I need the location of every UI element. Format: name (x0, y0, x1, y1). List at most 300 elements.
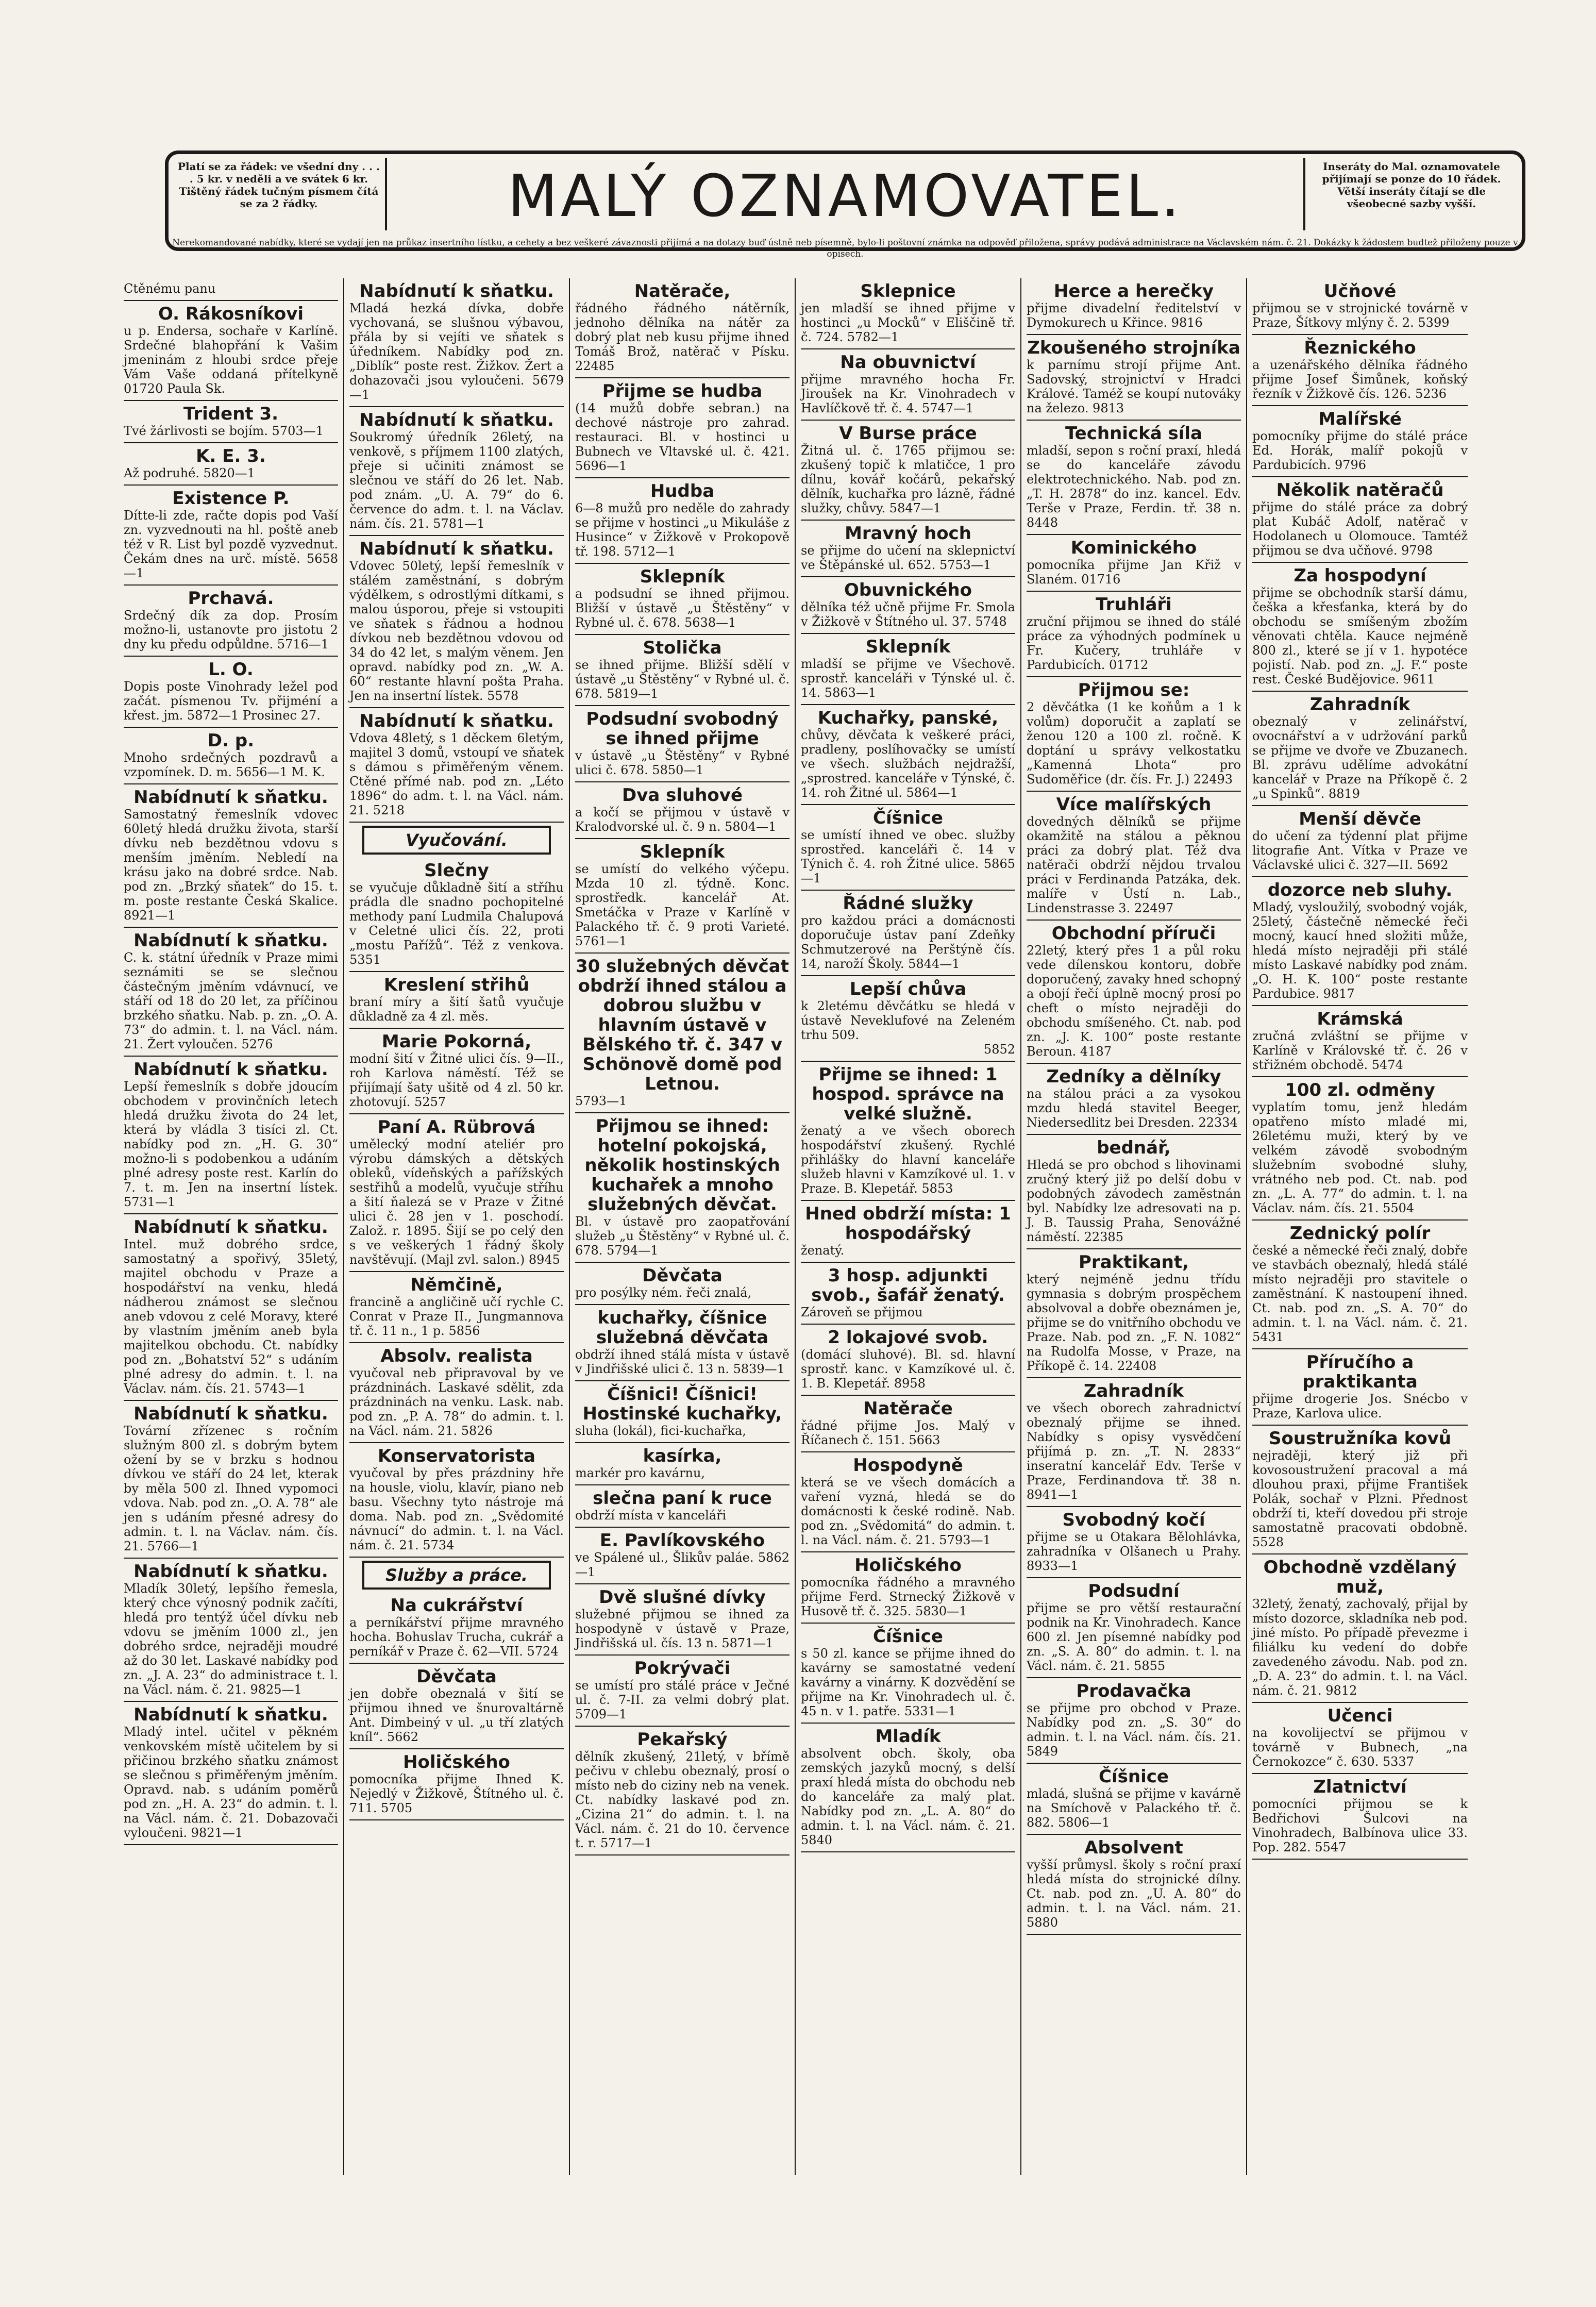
column-2 (344, 278, 570, 2175)
ad-body: přijme do stálé práce za dobrý plat Kubáč Adolf, natěrač v Hodolanech u Olomouce. Tamtéž přijmou se dva učňové. 9798 (1252, 500, 1468, 558)
ad-body: mladá, slušná se přijme v kavárně na Smíchově v Palackého tř. č. 882. 5806—1 (1027, 1786, 1241, 1830)
column-5 (1021, 278, 1247, 2175)
classified-ad (124, 784, 338, 928)
ad-title: K. E. 3. (196, 446, 266, 466)
ad-body: chůvy, děvčata k veškeré práci, pradleny, poslíhovačky se umístí ve všech. službách nejdražší, „sprostred. kanceláře v Týnské, č. 14. roh Žitné ul. 5864—1 (801, 728, 1015, 800)
ad-title: Herce a herečky (1053, 281, 1214, 302)
ad-body: se umístí ihned ve obec. služby sprostřed. kanceláři č. 14 v Týnich č. 4. roh Žitné ulice. 5865—1 (801, 828, 1015, 885)
classified-ad (1027, 1678, 1241, 1764)
ad-title: Soustružníka kovů (1269, 1428, 1451, 1449)
ad-title: Absolvent (1084, 1837, 1183, 1858)
ad-title: Absolv. realista (380, 1346, 533, 1366)
ad-body: 2 děvčátka (1 ke koňům a 1 k volům) doporučit a zaplatí se ženou 120 a 100 zl. ročně. K doptání u správy velkostatku „Kamenná Lhota“ pro Sudoměřice (dr. čís. Fr. J.) 22493 (1027, 700, 1241, 787)
ad-body: k parnímu strojí přijme Ant. Sadovský, strojnictví v Hradci Králové. Taméž se koupí nutováky na železo. 9813 (1027, 358, 1241, 415)
ad-body: přijme se pro větší restaurační podnik na Kr. Vinohradech. Kance 600 zl. Jen písemné nabídky pod zn. „S. A. 80“ do admin. t. l. na Václ. nám. č. 21. 5855 (1027, 1601, 1241, 1673)
classified-ad (575, 782, 789, 839)
ad-title: Malířské (1318, 409, 1402, 429)
ad-body: Tovární zřízenec s ročním služným 800 zl. s dobrým bytem ožení by se v brzku s hodnou dívkou ve stáří do 24 let, kterak by měla 500 zl. Ihned vypomoci vdova. Nab. pod zn. „O. A. 78“ ale jen s udáním přesné adresy do admin. t. l. na Václav. nám. čís. 21. 5766—1 (124, 1424, 338, 1553)
ad-body: vyšší průmysl. školy s roční praxí hledá místa do strojnické dílny. Ct. nab. pod zn. „U. A. 80“ do admin. t. l. na Václ. nám. 21. 5880 (1027, 1858, 1241, 1930)
classified-ad (801, 1452, 1015, 1552)
classified-ad (1027, 1578, 1241, 1678)
ad-body: dělníka též učně přijme Fr. Smola v Žižkově v Štítného ul. 37. 5748 (801, 600, 1015, 629)
classified-ad (124, 586, 338, 657)
classified-ad (575, 839, 789, 954)
ad-title: 3 hosp. adjunkti svob., šafář ženatý. (811, 1265, 1005, 1306)
ad-title: Na obuvnictví (840, 352, 976, 373)
ad-title: Sklepník (865, 637, 951, 657)
classified-ad (801, 634, 1015, 705)
ad-body: se přijme pro obchod v Praze. Nabídky pod zn. „S. 30“ do admin. t. l. na Václ. nám. čís. 21. 5849 (1027, 1701, 1241, 1759)
classified-ad (349, 1029, 564, 1114)
ad-title: Číšnice (873, 1626, 943, 1647)
ad-body: jen mladší se ihned přijme v hostinci „u Mocků“ v Eliščině tř. č. 724. 5782—1 (801, 301, 1015, 344)
ad-body: u p. Endersa, sochaře v Karlíně. Srdečné blahopřání k Vašim jmeninám z hloubi srdce přeje Vám Vaše oddaná přítelkyně 01720 Paula Sk. (124, 324, 338, 396)
page-title: MALÝ OZNAMOVATEL. (508, 163, 1183, 230)
classified-ad (349, 1664, 564, 1749)
ad-title: Hospodyně (853, 1455, 963, 1476)
ad-title: Řádné služky (843, 893, 973, 914)
classified-ad (349, 1749, 564, 1820)
classified-columns (119, 278, 1474, 2175)
ad-body: a podsudní se ihned přijmou. Bližší v ústavě „u Štěstěny“ v Rybné ul. č. 678. 5638—1 (575, 587, 789, 630)
classified-ad (1027, 421, 1241, 535)
ad-title: Holičského (403, 1752, 510, 1773)
classified-ad (1252, 1221, 1468, 1349)
ad-body: Tvé žárlivosti se bojím. 5703—1 (124, 424, 324, 438)
ad-body: řádné přijme Jos. Malý v Říčanech č. 151. 5663 (801, 1418, 1015, 1447)
column-3 (570, 278, 796, 2175)
ad-title: Pekařský (637, 1729, 728, 1750)
ad-title: Lepší chůva (849, 979, 967, 999)
ad-title: Kreslení střihů (383, 975, 530, 995)
ad-title: Mravný hoch (845, 523, 971, 544)
classified-ad (801, 1624, 1015, 1724)
ad-title: Zednický polír (1289, 1223, 1431, 1244)
ad-body: absolvent obch. školy, oba zemských jazyků mocný, s delší praxí hledá místa do obchodu neb do kanceláře za malý plat. Nabídky pod zn. „L. A. 80“ do admin. t. l. na Václ. nám. č. 21. 5840 (801, 1746, 1015, 1847)
ad-title: Obchodně vzdělaný muž, (1263, 1557, 1457, 1597)
classified-ad (124, 1401, 338, 1559)
ad-title: Číšnici! Číšnici! Hostinské kuchařky, (582, 1384, 782, 1424)
classified-ad (575, 1528, 789, 1584)
ad-body: Mladík 30letý, lepšího řemesla, který chce výnosný podnik začíti, hledá pro tentýž účel dívku neb vdovu se jměním 1000 zl., jen dobrého srdce, nejraději moudré až do 30 let. Laskavé nabídky pod zn. „J. A. 23“ do administrace t. l. na Václ. nám. č. 21. 9825—1 (124, 1581, 338, 1697)
ad-body: Hledá se pro obchod s lihovinami zručný který již po delší dobu v podobných závodech zaměstnán byl. Nabídky lze adresovati na p. J. B. Taussig Praha, Senovážné náměstí. 22385 (1027, 1158, 1241, 1244)
ad-title: Praktikant, (1078, 1252, 1189, 1273)
ad-title: kasírka, (643, 1446, 722, 1466)
classified-ad (124, 401, 338, 443)
classified-ad (801, 577, 1015, 634)
ad-body: C. k. státní úředník v Praze mimi seznámiti se se slečnou částečným jměním vdávnucí, ve stáří od 18 do 20 let, za příčinou brzkého sňatku. Nab. p. zn. „O. A. 73“ do admin. t. l. na Václ. nám. 21. Žert vyloučen. 5276 (124, 950, 338, 1051)
ad-body: Intel. muž dobrého srdce, samostatný a spořivý, 35letý, majitel obchodu v Praze a hospodářství na venku, hledá nádherou známost se slečnou aneb vdovou z celé Moravy, které by vlastním jměním aneb byla majitelkou obchodu. Ct. nabídky pod zn. „Bohatství 52“ s udáním plné adresy do admin. t. l. na Václav. nám. čís. 21. 5743—1 (124, 1237, 338, 1396)
ad-title: 100 zl. odměny (1285, 1080, 1435, 1100)
ad-title: Technická síla (1065, 423, 1202, 444)
ad-body: ve Spálené ul., Šlikův paláe. 5862—1 (575, 1550, 789, 1579)
ad-body: který nejméně jednu třídu gymnasia s dobrým prospěchem absolvoval a dobře obeznámen je, přijme se do vnitřního obchodu ve Praze. Nab. pod zn. „F. N. 1082“ na Rudolfa Mosse, v Praze, na Příkopě č. 14. 22408 (1027, 1272, 1241, 1373)
classified-ad (575, 1656, 789, 1727)
ad-body: pomocníky přijme do stálé práce Ed. Horák, malíř pokojů v Pardubicích. 9796 (1252, 429, 1468, 472)
ad-body: přijme mravného hocha Fr. Jiroušek na Kr. Vinohradech v Havlíčkově tř. č. 4. 5747—1 (801, 372, 1015, 415)
column-1 (119, 278, 344, 2175)
ad-body: služebné přijmou se ihned za hospodyně v ústavě v Praze, Jindřišská ul. čís. 13 n. 5871—1 (575, 1607, 789, 1650)
ad-body: pro posýlky ném. řeči znalá, (575, 1285, 752, 1300)
ad-body: se přijme do učení na sklepnictví ve Štěpánské ul. 652. 5753—1 (801, 543, 1015, 572)
classified-ad (349, 407, 564, 536)
ad-body: přijme se obchodník starší dámu, češka a křesťanka, která by do obchodu se smíšeným zbožím věnovati chtěla. Kauce nejméně 800 zl., které se jí v 1. hypotéce pojistí. Nab. pod zn. „J. F.“ poste rest. České Budějovice. 9611 (1252, 586, 1468, 687)
classified-ad (801, 421, 1015, 521)
ad-title: dozorce neb sluhy. (1267, 880, 1453, 900)
classified-ad (349, 1443, 564, 1558)
ad-title: Hudba (650, 481, 715, 501)
ad-body: modní šití v Žitné ulici čís. 9—II., roh Karlova náměstí. Též se přijímají šaty ušitě od 4 zl. 50 kr. zhotovují. 5257 (349, 1051, 564, 1109)
ad-body: pomocníci přijmou se k Bedřichovi Šulcovi na Vinohradech, Balbínova ulice 33. Pop. 282. 5547 (1252, 1797, 1468, 1854)
ad-body: zručná zvláštní se přijme v Karlíně v Královské tř. č. 26 v střižném obchodě. 5474 (1252, 1029, 1468, 1072)
ad-body: pomocníka přijme Ihned K. Nejedlý v Žižkově, Štítného ul. č. 711. 5705 (349, 1772, 564, 1815)
ad-title: Existence P. (172, 488, 290, 509)
ad-body: a kočí se přijmou v ústavě v Kralodvorské ul. č. 9 n. 5804—1 (575, 805, 789, 834)
ad-body: Mladý intel. učitel v pěkném venkovském místě učitelem by si přičinou brzkého sňatku známost se slečnou s přiměřeným jměním. Opravd. nab. s udáním poměrů pod zn. „H. A. 23“ do admin. t. l. na Václ. nám. č. 21. Dobazovači vyloučeni. 9821—1 (124, 1725, 338, 1840)
ad-title: Truhláři (1096, 594, 1172, 615)
ad-title: Několik natěračů (1276, 480, 1444, 500)
classified-ad (1252, 1774, 1468, 1860)
classified-ad (124, 1559, 338, 1702)
ad-title: Nabídnutí k sňatku. (359, 711, 554, 731)
classified-ad (1252, 477, 1468, 563)
classified-ad (124, 486, 338, 586)
classified-ad (575, 1381, 789, 1443)
classified-ad (801, 1325, 1015, 1396)
classified-ad (575, 278, 789, 378)
ad-body: na kovolijectví se přijmou v továrně v Bubnech, „na Černokozce“ č. 630. 5337 (1252, 1726, 1468, 1769)
ad-body: nejraději, který již při kovosoustružení pracoval a má dlouhou praxi, přijme František Polák, sochař v Plzni. Přednost obdrží ti, kteří dovedou při stroje samostatně pracovati obdobně. 5528 (1252, 1448, 1468, 1549)
ad-title: L. O. (208, 659, 254, 680)
classified-ad (575, 1727, 789, 1855)
classified-ad (1027, 1378, 1241, 1507)
ad-title: Učenci (1327, 1706, 1393, 1726)
ad-body: Dítte-li zde, račte dopis pod Vaší zn. vyzvednouti na hl. poště aneb též v R. List byl pozdě vyzvednut. Čekám dnes na urč. místě. 5658—1 (124, 508, 338, 580)
header-divider-right (1303, 158, 1305, 230)
ad-title: Přijmou se ihned: hotelní pokojská, několik hostinských kuchařek a mnoho služebných děvčat. (584, 1116, 780, 1215)
ad-body: markér pro kavárnu, (575, 1466, 705, 1480)
ad-body: řádného řádného nátěrník, jednoho dělníka na nátěr za dobrý plat neb kusu přijme ihned Tomáš Brož, natěrač v Písku. 22485 (575, 301, 789, 373)
classified-ad (575, 478, 789, 564)
classified-ad (124, 928, 338, 1057)
classified-ad (1027, 1064, 1241, 1135)
ad-body: Srdečný dík za dop. Prosím možno-li, ustanovte pro jistotu 2 dny ku předu odpůldne. 5716—1 (124, 608, 338, 651)
ad-body: Žitná ul. č. 1765 přijmou se: zkušený topič k mlatičce, 1 pro dílnu, kovář kočárů, pekařský dělník, kuchařka pro lázně, řádné služky, chůvy. 5847—1 (801, 443, 1015, 515)
ad-title: D. p. (207, 730, 255, 751)
ad-body: přijmou se v strojnické továrně v Praze, Šítkovy mlýny č. 2. 5399 (1252, 301, 1468, 330)
classified-ad (1252, 1554, 1468, 1703)
classified-ad (1252, 1349, 1468, 1426)
classified-ad (801, 1263, 1015, 1325)
ad-title: Obuvnického (844, 580, 972, 600)
ad-body: vyučoval neb připravoval by ve prázdninách. Laskavé sdělit, zda prázdninách na venku. Lask. nab. pod zn. „P. A. 78“ do admin. t. l. na Václ. nám. 21. 5826 (349, 1366, 564, 1438)
classified-ad (124, 657, 338, 728)
classified-ad (1027, 792, 1241, 921)
classified-ad (575, 1485, 789, 1528)
ad-title: Sklepník (640, 842, 725, 862)
ad-title: Konservatorista (378, 1446, 535, 1466)
ad-body: Bl. v ústavě pro zaopatřování služeb „u Štěstěny“ v Rybné ul. č. 678. 5794—1 (575, 1214, 789, 1258)
classified-ad (349, 1272, 564, 1343)
classified-ad (1252, 1703, 1468, 1774)
ad-title: Kominického (1070, 538, 1197, 558)
ad-title: Menší děvče (1299, 809, 1421, 829)
classified-ad (575, 954, 789, 1113)
ad-body: Dopis poste Vinohrady ležel pod začát. písmenou Tv. přijméní a křest. jm. 5872—1 Prosinec 27. (124, 679, 338, 723)
ad-title: Natěrače (863, 1398, 953, 1419)
ad-body: Vdovec 50letý, lepší řemeslník v stálém zaměstnání, s dobrým výdělkem, s odrostlými dítkami, s malou úsporou, přeje si vstoupiti ve sňatek s řádnou a hodnou dívkou neb bezdětnou vdovou od 34 do 42 let, s malým věnem. Jen opravd. nabídky pod zn. „W. A. 60“ restante hlavní pošta Praha. Jen na insertní lístek. 5578 (349, 559, 564, 703)
ad-title: Dva sluhové (621, 785, 743, 806)
classified-ad (801, 349, 1015, 421)
ad-title: Dvě slušné dívky (599, 1587, 766, 1608)
ad-title: Obchodní příruči (1051, 923, 1216, 944)
ad-body: s 50 zl. kance se přijme ihned do kavárny se samostatné vedení kavárny a vinárny. K dozvědění se přijme na Kr. Vinohradech ul. č. 45 n. v 1. patře. 5331—1 (801, 1646, 1015, 1718)
ad-body: jen dobře obeznalá v šití se přijmou ihned ve šnurovaltárně Ant. Dimbeiný v ul. „u tří zlatých kníl“. 5662 (349, 1686, 564, 1744)
ad-body: ženatý a ve všech oborech hospodářství zkušený. Rychlé přihlášky do hlavní kanceláře služeb hlavni v Kamzíkové ul. 1. v Praze. B. Klepetář. 5853 (801, 1124, 1015, 1196)
ad-title: Sklepnice (860, 281, 956, 302)
ad-body: umělecký modní ateliér pro výrobu dámských a dětských obleků, vídeňských a pařížských sestřihů a modelů, vyučuje stříhu a šití ňalezá se v Praze v Žitné ulici č. 28 jen v 1. poschodí. Založ. r. 1895. Šijí se po celý den s ve veškerých 1 řádný školy navštěvují. (Majl zvl. salon.) 8945 (349, 1137, 564, 1267)
ad-title: E. Pavlíkovského (599, 1530, 765, 1551)
ad-body: sluha (lokál), fici-kuchařka, (575, 1424, 746, 1438)
ad-body: Vdova 48letý, s 1 děckem 6letým, majitel 3 domů, vstoupí ve sňatek s dámou s přiměřeným věnem. Ctěné přímé nab. pod zn. „Léto 1896“ do adm. t. l. na Václ. nám. 21. 5218 (349, 731, 564, 817)
ad-title: Trident 3. (183, 404, 279, 424)
classified-ad (124, 278, 338, 301)
classified-ad (1252, 1426, 1468, 1554)
ad-body: francině a angličině učí rychle C. Conrat v Praze II., Jungmannova tř. č. 11 n., 1 p. 5856 (349, 1295, 564, 1338)
classified-ad (124, 1702, 338, 1845)
ad-title: bednář, (1097, 1138, 1171, 1158)
classified-ad (349, 1343, 564, 1443)
classified-ad (124, 728, 338, 784)
ad-title: Nabídnutí k sňatku. (133, 930, 328, 951)
classified-ad (349, 278, 564, 407)
classified-ad (1027, 677, 1241, 792)
classified-ad (1252, 335, 1468, 406)
classified-ad (1252, 877, 1468, 1006)
ad-body: ve všech oborech zahradnictví obeznalý přijme se ihned. Nabídky s opisy vysvědčení přijímá p. zn. „T. N. 2833“ inseratní kancelář Edv. Terše v Praze, Ferdinandova tř. 38 n. 8941—1 (1027, 1401, 1241, 1502)
ad-title: Krámská (1317, 1009, 1403, 1029)
ad-body: dělník zkušený, 21letý, v břímě pečivu v chlebu obeznalý, prosí o místo neb do ciziny neb na venek. Ct. nabídky laskavé pod zn. „Cizina 21“ do admin. t. l. na Václ. nám. č. 21 do 10. července t. r. 5717—1 (575, 1749, 789, 1850)
ad-body: 32letý, ženatý, zachovalý, přijal by místo dozorce, skladníka neb pod. jiné místo. Po případě převezme i filiálku ku vedení do dobře zavedeného závodu. Nab. pod zn. „D. A. 23“ do admin. t. l. na Václ. nám. č. 21. 9812 (1252, 1597, 1468, 1698)
ad-title: Přijme se ihned: 1 hospod. správce na velké služně. (812, 1064, 1004, 1124)
classified-ad (575, 1443, 789, 1485)
column-4 (796, 278, 1021, 2175)
classified-ad (801, 521, 1015, 577)
ad-body: na stálou práci a za vysokou mzdu hledá stavitel Beeger, Niedersedlitz bei Dresden. 22334 (1027, 1086, 1241, 1130)
ad-title: Natěrače, (634, 281, 731, 302)
classified-ad (801, 278, 1015, 349)
ad-title: Prodavačka (1076, 1681, 1191, 1701)
classified-ad (1252, 406, 1468, 477)
ad-title: Řeznického (1304, 338, 1416, 358)
ad-title: Nabídnutí k sňatku. (359, 539, 554, 559)
classified-ad (575, 1113, 789, 1263)
classified-ad (1027, 592, 1241, 677)
classified-ad (1252, 692, 1468, 806)
ad-title: Zahradník (1309, 694, 1410, 715)
ad-title: Děvčata (642, 1265, 723, 1286)
classified-ad (801, 1396, 1015, 1452)
ad-body: 6—8 mužů pro neděle do zahrady se přijme v hostinci „u Mikuláše z Husince“ v Žižkově v Prokopově tř. 198. 5712—1 (575, 501, 789, 559)
ad-body: mladší se přijme ve Všechově. sprostř. kanceláři v Týnské ul. č. 14. 5863—1 (801, 657, 1015, 700)
ad-title: Svobodný kočí (1062, 1510, 1205, 1530)
classified-ad (1252, 278, 1468, 335)
ad-title: Podsudní (1088, 1581, 1180, 1601)
ad-title: Číšnice (873, 808, 943, 828)
ad-title: Na cukrářství (390, 1595, 523, 1616)
ad-title: Učňové (1323, 281, 1397, 302)
ad-title: 2 lokajové svob. (828, 1327, 988, 1348)
classified-ad (801, 705, 1015, 805)
classified-ad (801, 1201, 1015, 1263)
ad-body: přijme drogerie Jos. Snécbo v Praze, Karlova ulice. (1252, 1392, 1468, 1420)
classified-ad (349, 536, 564, 708)
ad-body: a uzenářského dělníka řádného přijme Josef Šimůnek, koňský řezník v Žižkově čís. 126. 5236 (1252, 358, 1468, 401)
ad-body: a perníkářství přijme mravného hocha. Bohuslav Trucha, cukrář a perníkář v Praze č. 62—VII. 5724 (349, 1615, 564, 1659)
classified-ad (575, 1263, 789, 1305)
ad-body: Samostatný řemeslník vdovec 60letý hledá družku života, starší dívku neb bezdětnou vdovu s menším jměním. Nebledí na krásu jako na dobré srdce. Nab. pod zn. „Brzký sňatek“ do 15. t. m. poste restante Česká Skalice. 8921—1 (124, 807, 338, 923)
ad-title: Kuchařky, panské, (817, 708, 999, 728)
ad-body: Až podruhé. 5820—1 (124, 466, 255, 480)
ad-body: k 2letému děvčátku se hledá v ústavě Neveklufové na Zeleném trhu 509. (801, 999, 1015, 1042)
classified-ad (1252, 1006, 1468, 1077)
ad-body: obdrží místa v kanceláři (575, 1508, 727, 1523)
ad-body: braní míry a šití šatů vyučuje důkladně za 4 zl. měs. (349, 995, 564, 1024)
ad-body: přijme divadelní ředitelství v Dymokurech u Křince. 9816 (1027, 301, 1241, 330)
ad-title: Slečny (424, 860, 489, 881)
ad-body: se vyučuje důkladně šití a stříhu prádla dle snadno pochopitelné methody paní Ludmila Chalupová v Celetné ulici čís. 22, proti „mostu Pařížů“. Též z venkova. 5351 (349, 880, 564, 967)
ad-body: přijme se u Otakara Bělohlávka, zahradníka v Olšanech u Prahy. 8933—1 (1027, 1530, 1241, 1573)
ad-body: Soukromý úředník 26letý, na venkově, s příjmem 1100 zlatých, přeje si učiniti známost se slečnou ve stáří do 26 let. Nab. pod znám. „U. A. 79“ do 6. července do adm. t. l. na Václav. nám. čís. 21. 5781—1 (349, 430, 564, 531)
classified-ad (801, 805, 1015, 891)
pricing-note: Platí se za řádek: ve všední dny . . . . 5 kr. v neděli a ve svátek 6 kr. Tištěný řádek tučným písmem čítá se za 2 řádky. (178, 160, 380, 210)
ad-body: se umístí pro stálé práce v Ječné ul. č. 7-II. za velmi dobrý plat. 5709—1 (575, 1678, 789, 1721)
ad-body: v ústavě „u Štěstěny“ v Rybné ulici č. 678. 5850—1 (575, 748, 789, 777)
classified-ad (575, 1584, 789, 1656)
ad-title: Zedníky a dělníky (1046, 1066, 1221, 1087)
classified-ad (1252, 806, 1468, 877)
ad-body: mladší, sepon s roční praxí, hledá se do kanceláře závodu elektrotechnického. Nab. pod zn. „T. H. 2878“ do inz. kancel. Edv. Terše v Praze, Ferdin. tř. 38 n. 8448 (1027, 443, 1241, 530)
classified-ad (1027, 535, 1241, 592)
insertion-note: Inseráty do Mal. oznamovatele přijímají se ponze do 10 řádek. Větší inseráty čítají se dle všeobecné sazby vyšší. (1322, 160, 1501, 210)
classified-ad (575, 1305, 789, 1381)
ad-title: 30 služebných děvčat obdrží ihned stálou a dobrou službu v hlavním ústavě v Bělského tř. č. 347 v Schönově domě pod Letnou. (576, 956, 789, 1094)
header-divider-left (385, 158, 387, 230)
ad-title: kuchařky, číšnice služebná děvčata (596, 1308, 769, 1348)
ad-title: Sklepník (640, 566, 725, 587)
ad-body: Mladý, vysloužilý, svobodný voják, 25letý, částečně německé řeči mocný, kaucí hned složiti může, hledá místo nejraději při stálé místo Laskavé nabídky pod znám. „O. H. K. 100“ poste restante Pardubice. 9817 (1252, 900, 1468, 1001)
ad-body: Zároveň se přijmou (801, 1305, 923, 1319)
ad-title: Pokrývači (634, 1658, 731, 1679)
classified-ad (124, 1057, 338, 1214)
ad-title: Číšnice (1099, 1766, 1169, 1787)
classified-ad (1027, 1249, 1241, 1378)
ad-title: Příručího a praktikanta (1302, 1352, 1418, 1392)
ad-body: (14 mužů dobře sebran.) na dechové nástroje pro zahrad. restauraci. Bl. v hostinci u Bubnech ve Vltavské ul. č. 421. 5696—1 (575, 401, 789, 473)
ad-body: Lepší řemeslník s dobře jdoucím obchodem v provinčních letech hledá družku života do 24 let, která by vládla 3 tisíci zl. Ct. nabídky pod zn. „H. G. 30“ možno-li s podobenkou a udáním plné adresy poste rest. Karlín do 7. t. m. Jen na insertní lístek. 5731—1 (124, 1079, 338, 1209)
classified-ad (1027, 921, 1241, 1064)
ad-title: Nabídnutí k sňatku. (133, 1704, 328, 1725)
ad-title: Prchavá. (188, 588, 274, 609)
ad-body: pomocníka řádného a mravného přijme Ferd. Strnecký Žižkově v Husově tř. č. 325. 5830—1 (801, 1575, 1015, 1618)
classified-ad (124, 443, 338, 486)
ad-title: Hned obdrží místa: 1 hospodářský (805, 1203, 1011, 1244)
ad-title: Více malířských (1056, 794, 1212, 815)
ad-body: vyplatím tomu, jenž hledám opatřeno místo mladé mi, 26letému muži, který by ve velkém závodě svobodným služebním svobodné sluhy, vrátného neb pod. Ct. nab. pod zn. „L. A. 77“ do admin. t. l. na Václav. nám. čís. 21. 5504 (1252, 1100, 1468, 1215)
classified-ad (801, 891, 1015, 976)
classified-ad (575, 378, 789, 478)
ad-body: obdrží ihned stálá místa v ústavě v Jindřišské ulici č. 13 n. 5839—1 (575, 1347, 789, 1376)
ad-title: Marie Pokorná, (381, 1031, 532, 1052)
ad-body: vyučoval by přes prázdniny hře na housle, violu, klavír, piano neb basu. Všechny tyto nástroje má doma. Nab. pod zn. „Svědomité návnucí“ do admin. t. l. na Václ. nám. č. 21. 5734 (349, 1466, 564, 1552)
ad-body: obeznalý v zelinářství, ovocnářství a v udržování parků se přijme ve dvoře ve Zbuzanech. Bl. zprávu udělíme advokátní kancelář v Praze na Příkopě č. 2 „u Spinků“. 8819 (1252, 714, 1468, 801)
ad-title: Zkoušeného strojníka (1027, 338, 1240, 358)
section-heading: Služby a práce. (362, 1561, 551, 1590)
ad-title: Děvčata (416, 1666, 497, 1687)
ad-title: Holičského (854, 1555, 962, 1576)
ad-title: O. Rákosníkovi (158, 304, 304, 324)
ad-title: Mladík (875, 1726, 941, 1747)
ad-title: Stolička (643, 638, 722, 658)
classified-ad (575, 706, 789, 782)
ad-body: 22letý, který přes 1 a půl roku vede dílenskou kontoru, dobře doporučený, zavaky hned schopný a obojí řečí úplně mocný prosí po cheft o místo nejraději do obchodu smíšeného. Ct. nab. pod zn. „J. K. 100“ poste restante Beroun. 4187 (1027, 943, 1241, 1059)
classified-ad (1027, 335, 1241, 421)
classified-ad (1027, 1507, 1241, 1578)
ad-title: Nabídnutí k sňatku. (133, 1059, 328, 1080)
ad-body: ženatý. (801, 1243, 845, 1258)
classified-ad (124, 1214, 338, 1401)
classified-ad (1252, 1077, 1468, 1221)
ad-title: Přijmou se: (1078, 680, 1190, 700)
section-heading: Vyučování. (362, 826, 551, 855)
ad-title: Paní A. Rübrová (377, 1117, 536, 1138)
ad-title: Nabídnutí k sňatku. (133, 1403, 328, 1424)
ad-body: která se ve všech domácích a vaření vyzná, hledá se do domácnosti k české rodině. Nab. pod zn. „Svědomitá“ do admin. t. l. na Václ. nám. č. 21. 5793—1 (801, 1475, 1015, 1547)
ad-title: Němčině, (410, 1275, 503, 1295)
ad-title: Zahradník (1083, 1381, 1184, 1401)
classified-ad (801, 1552, 1015, 1624)
ad-title: Nabídnutí k sňatku. (359, 410, 554, 430)
ad-body: do učení za týdenní plat přijme litografie Ant. Vítka v Praze ve Václavské ulici č. 327—II. 5692 (1252, 829, 1468, 872)
ad-title: Nabídnutí k sňatku. (133, 1561, 328, 1582)
ad-body: pomocníka přijme Jan Křiž v Slaném. 01716 (1027, 558, 1241, 587)
ad-body: 5793—1 (575, 1094, 627, 1108)
classified-ad (1027, 1835, 1241, 1935)
classified-ad (349, 972, 564, 1029)
classified-ad (349, 1114, 564, 1272)
ad-title: Zlatnictví (1313, 1777, 1407, 1797)
classified-ad (1252, 563, 1468, 692)
ad-title: Nabídnutí k sňatku. (133, 1217, 328, 1238)
ad-number: 5852 (983, 1042, 1015, 1057)
ad-title: Přijme se hudba (602, 381, 763, 402)
ad-body: dovedných dělníků se přijme okamžitě na stálou a pěknou práci za dobrý plat. Též dva natěrači obdrží nějdou trvalou práci v Ferdinanda Patzáka, dek. malíře v Ústí n. Lab., Lindenstrasse 3. 22497 (1027, 814, 1241, 915)
classified-ad (801, 1724, 1015, 1852)
ad-body: se ihned přijme. Bližší sdělí v ústavě „u Štěstěny“ v Rybné ul. č. 678. 5819—1 (575, 658, 789, 701)
ad-body: pro každou práci a domácnosti doporučuje ústav paní Zdeňky Schmutzerové na Perštýně čís. 14, naroží Školy. 5844—1 (801, 913, 1015, 971)
classified-ad (1027, 278, 1241, 335)
ad-body: zruční přijmou se ihned do stálé práce za výhodných podmínek u Fr. Kučery, truhláře v Pardubicích. 01712 (1027, 614, 1241, 672)
ad-title: Podsudní svobodný se ihned přijme (586, 709, 779, 749)
ad-title: slečna paní k ruce (593, 1488, 772, 1509)
ad-body: české a německé řeči znalý, dobře ve stavbách obeznalý, hledá stálé místo nejraději pro stavitele o zaměstnání. K nastoupení ihned. Ct. nab. pod zn. „S. A. 70“ do admin. t. l. na Václ. nám. č. 21. 5431 (1252, 1243, 1468, 1344)
ad-body: Mnoho srdečných pozdravů a vzpomínek. D. m. 5656—1 M. K. (124, 750, 338, 779)
column-6 (1247, 278, 1473, 2175)
classified-ad (1027, 1135, 1241, 1249)
ad-body: (domácí sluhové). Bl. sd. hlavní sprostř. kanc. v Kamzíkové ul. č. 1. B. Klepetář. 8958 (801, 1347, 1015, 1391)
classified-ad (801, 976, 1015, 1062)
ad-body: se umístí do velkého výčepu. Mzda 10 zl. týdně. Konc. sprostředk. kancelář At. Smetáčka v Praze v Karlíně v Palackého tř. č. 9 proti Varieté. 5761—1 (575, 862, 789, 948)
